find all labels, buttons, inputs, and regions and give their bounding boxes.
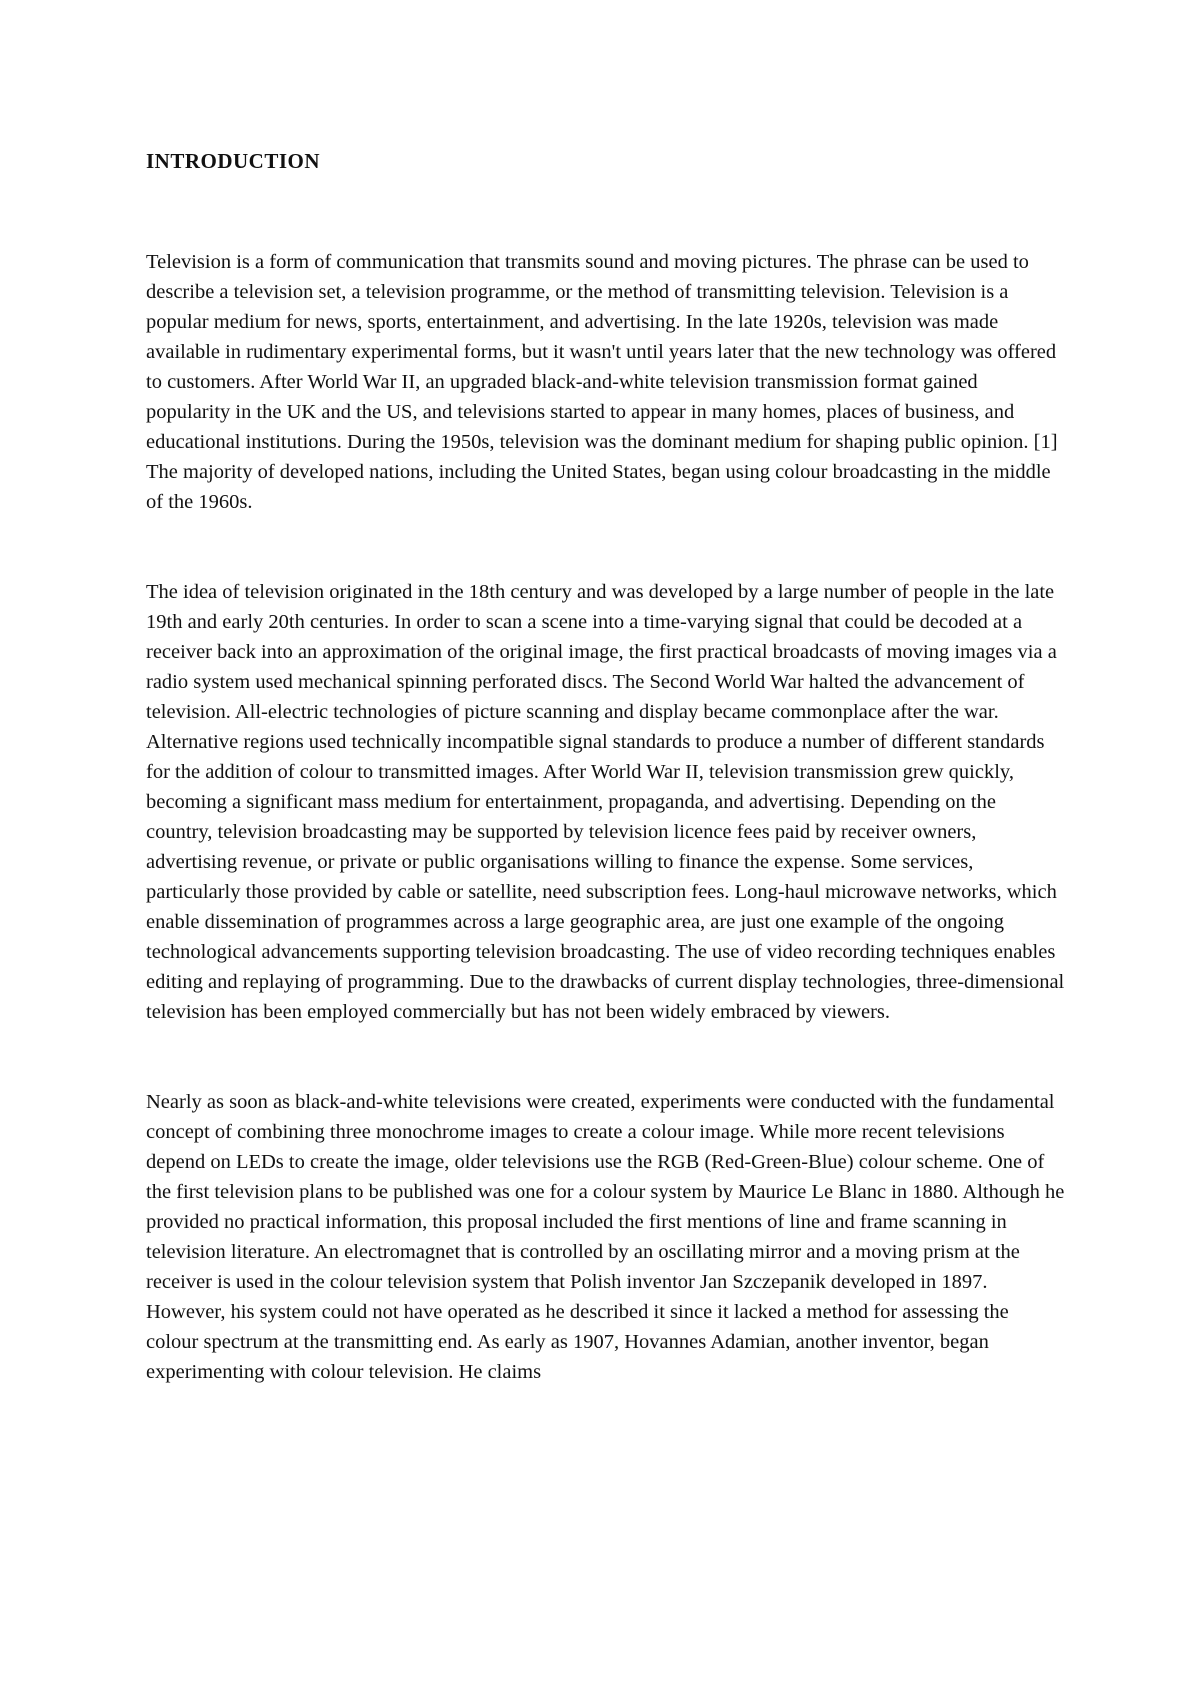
paragraph-3: Nearly as soon as black-and-white televisions were created, experiments were conducted with the fundamental concept of combining three monochrome images to create a colour image. While more recent televisions depend on LEDs to create the image, older televisions use the RGB (Red-Green-Blue) colour scheme. One of the first television plans to be published was one for a colour system by Maurice Le Blanc in 1880. Although he provided no practical information, this proposal included the first mentions of line and frame scanning in television literature. An electromagnet that is controlled by an oscillating mirror and a moving prism at the receiver is used in the colour television system that Polish inventor Jan Szczepanik developed in 1897. However, his system could not have operated as he described it since it lacked a method for assessing the colour spectrum at the transmitting end. As early as 1907, Hovannes Adamian, another inventor, began experimenting with colour television. He claims: [146, 1091, 1065, 1383]
paragraph-1: Television is a form of communication that transmits sound and moving pictures. The phrase can be used to describe a television set, a television programme, or the method of transmitting television. Television is a popular medium for news, sports, entertainment, and advertising. In the late 1920s, television was made available in rudimentary experimental forms, but it wasn't until years later that the new technology was offered to customers. After World War II, an upgraded black-and-white television transmission format gained popularity in the UK and the US, and televisions started to appear in many homes, places of business, and educational institutions. During the 1950s, television was the dominant medium for shaping public opinion. [1] The majority of developed nations, including the United States, began using colour broadcasting in the middle of the 1960s.: [146, 251, 1058, 513]
section-heading: INTRODUCTION: [146, 149, 321, 173]
document-body: [146, 146, 1066, 1447]
paragraph-2: The idea of television originated in the 18th century and was developed by a large number of people in the late 19th and early 20th centuries. In order to scan a scene into a time-varying signal that could be decoded at a receiver back into an approximation of the original image, the first practical broadcasts of moving images via a radio system used mechanical spinning perforated discs. The Second World War halted the advancement of television. All-electric technologies of picture scanning and display became commonplace after the war. Alternative regions used technically incompatible signal standards to produce a number of different standards for the addition of colour to transmitted images. After World War II, television transmission grew quickly, becoming a significant mass medium for entertainment, propaganda, and advertising. Depending on the country, television broadcasting may be supported by television licence fees paid by receiver owners, advertising revenue, or private or public organisations willing to finance the expense. Some services, particularly those provided by cable or satellite, need subscription fees. Long-haul microwave networks, which enable dissemination of programmes across a large geographic area, are just one example of the ongoing technological advancements supporting television broadcasting. The use of video recording techniques enables editing and replaying of programming. Due to the drawbacks of current display technologies, three-dimensional television has been employed commercially but has not been widely embraced by viewers.: [146, 581, 1065, 1023]
